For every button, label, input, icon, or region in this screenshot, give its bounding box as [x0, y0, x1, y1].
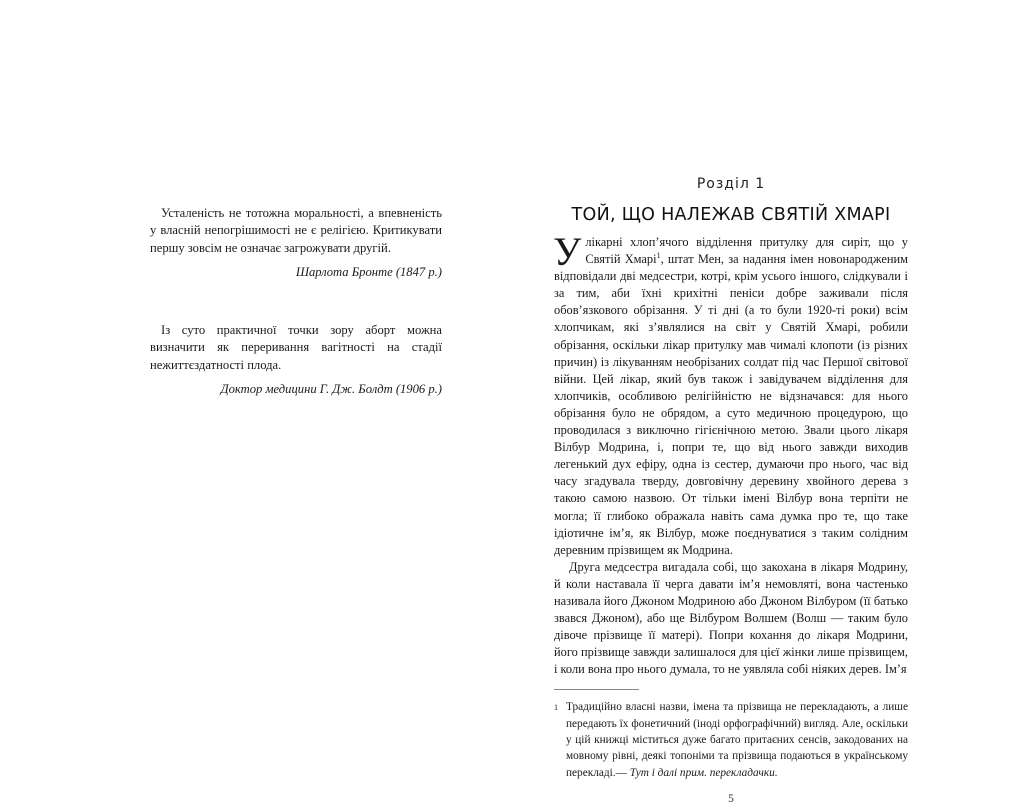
paragraph-text: , штат Мен, за надання імен новонародженим відповідали дві медсестри, котрі, крім усього іншого, слідкували і за тим, аби їхні крихітні пеніси добре заживали після обов’язкового обрізання. У ті дні (а то були 1920-ті роки) всім хлопчикам, які з’являлися на світ у Святій Хмарі, робили обрізання, оскільки лікар притулку мав чималі клопоти (із різних причин) із лікуванням необрізаних солдат під час Першої світової війни. Цей лікар, який був також і завідувачем відділення для хлопчиків, особливою релігійністю не відзначався: для нього обрізання було не обрядом, а суто медичною процедурою, що проводилася з виключно гігієнічною метою. Звали цього лікаря Вілбур Модрина, і, попри те, що від нього завжди виходив легенький дух ефіру, одна із сестер, думаючи про нього, час від часу згадувала тверду, довговічну деревину хвойного дерева з такою самою назвою. От тільки імені Вілбур вона терпіти не могла; її глибоко ображала навіть сама думка про те, що таке ідіотичне ім’я, як Вілбур, може поєднуватися з таким солідним деревним прізвищем як Модрина.: [554, 252, 908, 557]
footnote-text: Традиційно власні назви, імена та прізвища не перекладають, а лише передають їх фонетичний (іноді орфографічний) вигляд. Але, оскільки у цій книжці міститься дуже багато притаєних сенсів, закодованих на мовному рівні, деякі топоніми та прізвища подаються в українському перекладі.—: [566, 701, 908, 779]
epigraph-source: Доктор медицини Г. Дж. Болдт (1906 р.): [220, 382, 442, 397]
body-paragraph: Друга медсестра вигадала собі, що закохана в лікаря Модрину, й коли наставала її черга давати ім’я немовляті, вона частенько називала його Джоном Модриною або Джоном Вілбуром (її батько звався Джоном), або ще Вілбуром Волшем (Волш — таким було дівоче прізвище її матері). Попри кохання до лікаря Модрини, його прізвище завжди залишалося для цієї жінки лише прізвищем, і коли вона про нього думала, то не уявляла собі ніяких дерев. Ім’я: [554, 559, 908, 677]
epigraph-bronte: [150, 205, 442, 281]
footnote-divider: [554, 689, 639, 690]
footnote-italic-note: Тут і далі прим. перекладачки.: [629, 766, 778, 779]
epigraph-text: Усталеність не тотожна моральності, а впевненість у власній непогрішимості не є релігією. Критикувати першу зовсім не означає загрожувати другій.: [150, 206, 442, 255]
page-number: 5: [728, 792, 734, 805]
right-page: [554, 170, 908, 805]
left-page: [150, 205, 442, 398]
epigraph-text: Із суто практичної точки зору аборт можна визначити як переривання вагітності на стадії нежиттєздатності плода.: [150, 323, 442, 372]
footnote-body: [566, 699, 908, 780]
epigraph-boldt: [150, 322, 442, 398]
chapter-label: Розділ 1: [696, 176, 766, 192]
footnote-number: 1: [554, 703, 558, 713]
body-paragraph: [553, 229, 908, 559]
footnote-marker: 1: [656, 250, 661, 260]
drop-cap: У: [553, 229, 582, 274]
paragraph-text: лікарні хлоп’ячого відділення притулку для сиріт, що у Святій Хмарі: [585, 235, 908, 267]
epigraph-source: Шарлота Бронте (1847 р.): [295, 264, 442, 279]
chapter-title: ТОЙ, ЩО НАЛЕЖАВ СВЯТІЙ ХМАРІ: [571, 205, 891, 225]
chapter-body: [553, 229, 908, 678]
footnote: [554, 699, 908, 780]
